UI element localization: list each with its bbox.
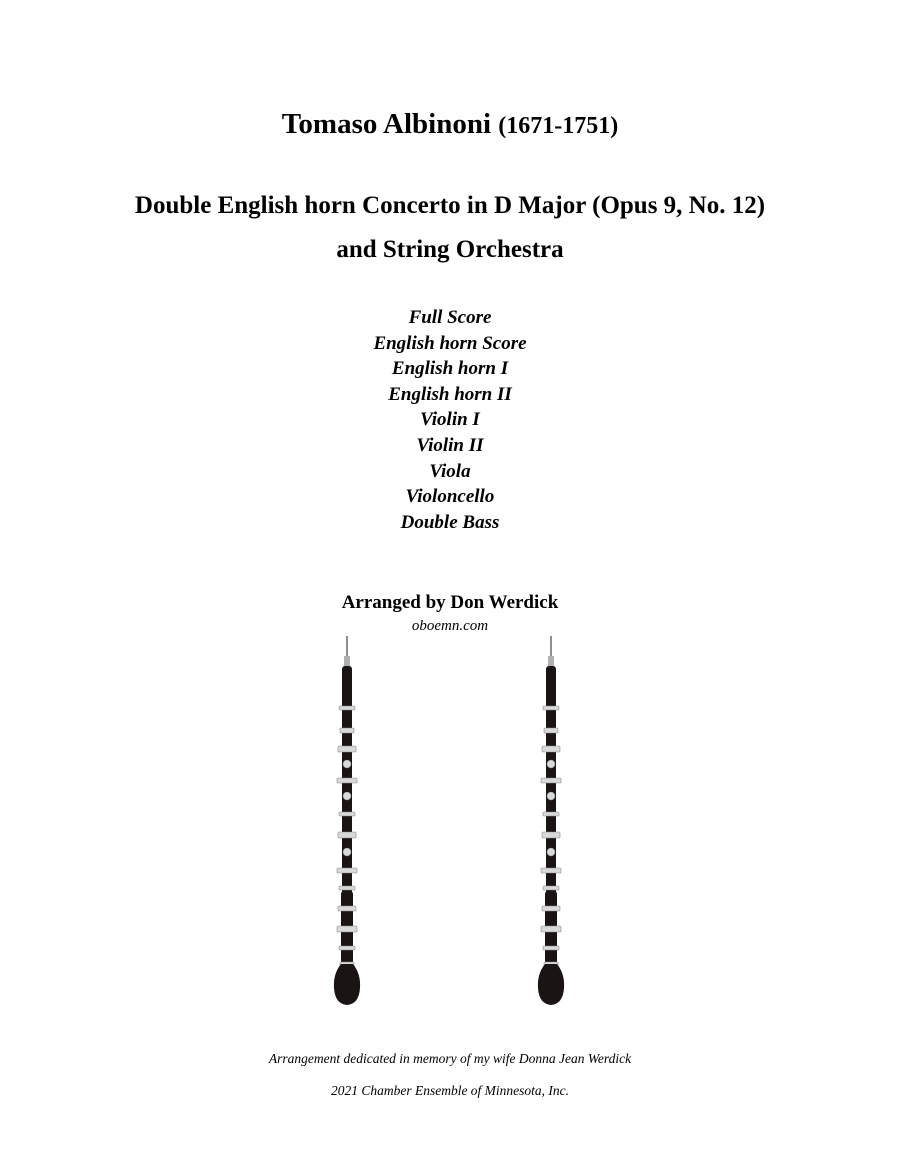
part-item: Violoncello: [405, 486, 495, 508]
part-item: Violin I: [420, 409, 480, 431]
part-item: English horn II: [388, 383, 512, 405]
dedication-text: Arrangement dedicated in memory of my wife Donna Jean Werdick: [268, 1051, 632, 1066]
part-item: English horn Score: [373, 332, 527, 354]
english-horn-icon: [327, 636, 367, 1008]
title-line-2: and String Orchestra: [336, 236, 564, 263]
part-item: English horn I: [391, 358, 509, 380]
part-item: Double Bass: [400, 511, 500, 533]
part-item: Full Score: [408, 307, 492, 328]
title-line-1: Double English horn Concerto in D Major (Opus 9, No. 12): [134, 192, 766, 219]
english-horn-icon: [531, 636, 571, 1008]
website-text: oboemn.com: [411, 618, 489, 634]
composer-heading: [0, 106, 900, 144]
part-item: Viola: [429, 460, 471, 482]
composer-dates: (1671-1751): [498, 113, 619, 139]
part-item: Violin II: [416, 434, 484, 456]
composer-name: Tomaso Albinoni: [281, 108, 492, 140]
parts-list: [0, 305, 900, 535]
arranger-credit: Arranged by Don Werdick: [341, 592, 559, 613]
copyright-text: 2021 Chamber Ensemble of Minnesota, Inc.: [330, 1083, 570, 1098]
